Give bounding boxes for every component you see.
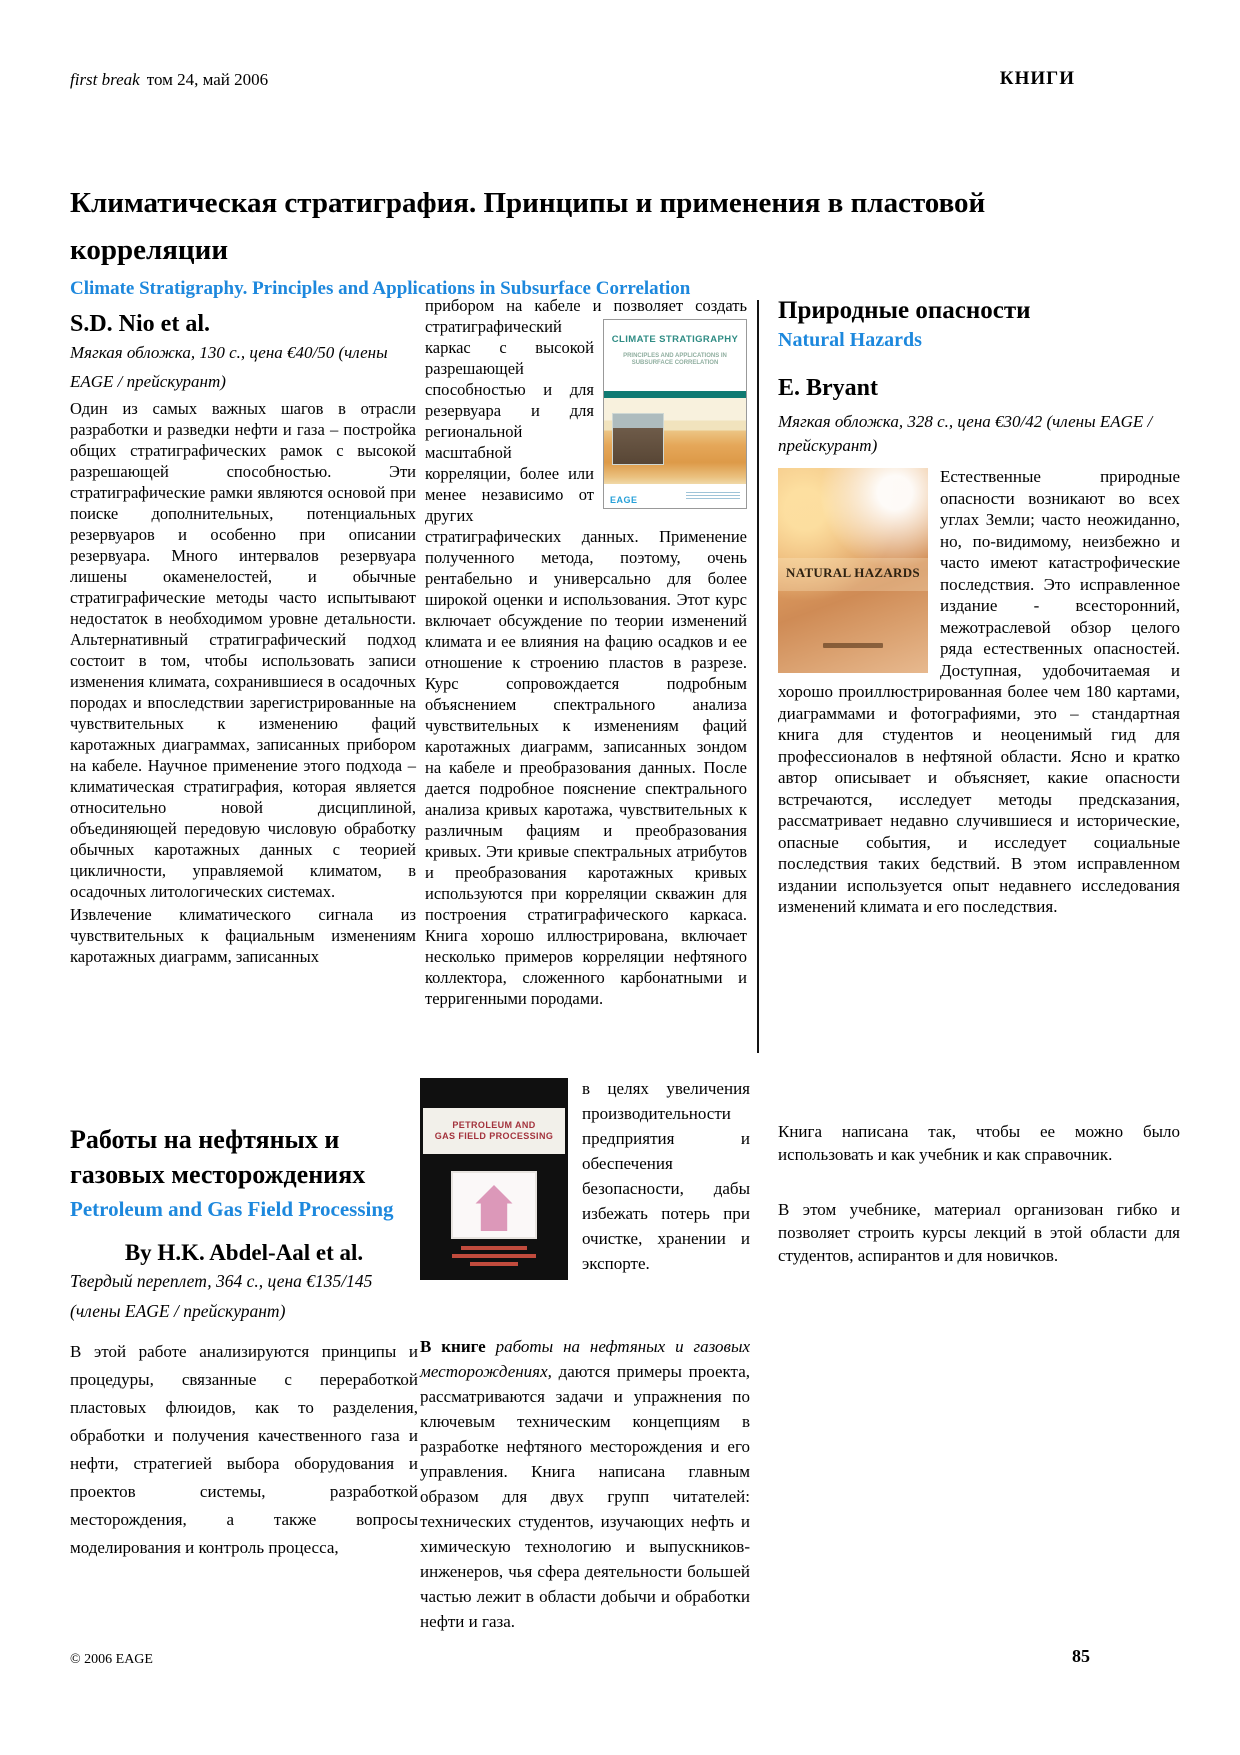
cover-fineprint-lines <box>686 492 740 501</box>
review-title-hazards-en: Natural Hazards <box>778 329 922 351</box>
author-heading-abdel-aal: By H.K. Abdel-Aal et al. <box>124 1240 364 1265</box>
climate-review-text-1: Один из самых важных шагов в отрасли разработки и разведки нефти и газа – постройка общих стратиграфических рамок с высокой разрешающей способностью. Эти стратиграфические рамки являются основой при поиске дополнительных, потенциальных резервуаров и особенно при описании резервуара. Много интервалов резервуара лишены окаменелостей, и обычные стратиграфические методы часто испытывают недостаток в необходимом уровне детальности. Альтернативный стратиграфический подход состоит в том, чтобы использовать записи изменения климата, сохранившиеся в осадочных породах и впоследствии зарегистрированные на чувствительных к изменению фаций каротажных диаграммах, записанных прибором на кабеле. Научное применение этого подхода – климатическая стратиграфия, которая является относительно новой дисциплиной, объединяющей передовую числовую обработку обычных каротажных данных с теорией цикличности, управляемой климатом, в осадочных литологических системах. <box>70 399 416 901</box>
petroleum-review-text-5: В этом учебнике, материал организован гибко и позволяет строить курсы лекций в этой области для студентов, аспирантов и для новичков. <box>778 1200 1180 1265</box>
cover-title-band <box>423 1108 565 1154</box>
petroleum-review-text-3 <box>420 1334 750 1634</box>
climate-review-text-2: Извлечение климатического сигнала из чувствительных к фациальным изменениям каротажных диаграмм, записанных <box>70 905 416 966</box>
cover-subtitle-climate: PRINCIPLES AND APPLICATIONS IN SUBSURFACE CORRELATION <box>623 353 727 366</box>
cover-title-natural-hazards: NATURAL HAZARDS <box>786 565 920 581</box>
cover-sediment-art <box>604 398 746 484</box>
petroleum-review-text-4: Книга написана так, чтобы ее можно было использовать и как учебник и как справочник. <box>778 1122 1180 1164</box>
book-title-inline-italic: работы на нефтяных и газовых месторождениях, <box>420 1337 751 1381</box>
edition-info-petroleum: Твердый переплет, 364 с., цена €135/145 (члены EAGE / прейскурант) <box>70 1271 373 1321</box>
book-cover-petroleum <box>420 1078 568 1280</box>
review-title-petroleum-ru: Работы на нефтяных и газовых месторождениях <box>70 1125 366 1189</box>
cover-pink-structure <box>461 1181 527 1231</box>
article-title-block <box>70 180 1030 300</box>
cover-footer <box>604 484 746 509</box>
cover-author-lines <box>420 1246 568 1266</box>
review-title-hazards-ru: Природные опасности <box>778 297 1031 324</box>
column-divider-rule <box>757 300 759 1053</box>
column-2-climate-review <box>425 295 747 1009</box>
author-heading-nio: S.D. Nio et al. <box>70 311 210 337</box>
climate-review-text-4: стратиграфический каркас с высокой разрешающей способностью и для резервуара и для региональной масштабной корреляции, более или менее независимо от других стратиграфических данных. Применение полученного метода, поэтому, очень рентабельно и универсально для более широкой оценки и использования. Этот курс включает обсуждение по теории изменений климата и ее влияния на фацию осадков и ее отношение к строению пластов в разрезе. Курс сопровождается подробным объяснением спектрального анализа чувствительных к изменениям фаций каротажных диаграмм, записанных зондом на кабеле и преобразования данных. После дается подробное пояснение спектрального анализа кривых каротажа, чувствительных к различным фациям и преобразования кривых. Эти кривые спектральных атрибутов и преобразования каротажных кривых используются при корреляции скважин для построения стратиграфического каркаса. Книга хорошо иллюстрирована, включает несколько примеров корреляции нефтяного коллектора, сложенного карбонатными и терригенными породами. <box>425 317 747 1008</box>
cover-photo-inset <box>613 414 663 464</box>
petroleum-review-text-2: в целях увеличения производительности предприятия и обеспечения безопасности, дабы избежать потерь при очистке, хранении и экспорте. <box>582 1079 750 1273</box>
book-cover-natural-hazards <box>778 468 928 673</box>
review-title-petroleum-en: Petroleum and Gas Field Processing <box>70 1197 394 1221</box>
cover-teal-band <box>604 391 746 398</box>
petroleum-review-text-rest: даются примеры проекта, рассматриваются задачи и упражнения по ключевым техническим концепциям в разработке нефтяного месторождения и его управления. Книга написана главным образом для двух групп читателей: технических студентов, изучающих нефть и химическую технологию и выпускников-инженеров, чья сфера деятельности большей частью лежит в области добычи и обработки нефти и газа. <box>420 1362 750 1631</box>
article-title-en: Climate Stratigraphy. Principles and Applications in Subsurface Correlation <box>70 278 691 299</box>
copyright-notice: © 2006 EAGE <box>70 1652 153 1667</box>
column-1-petroleum-review <box>70 1122 418 1562</box>
book-cover-climate-stratigraphy <box>603 319 747 509</box>
article-title-ru: Климатическая стратиграфия. Принципы и применения в пластовой корреляции <box>70 187 986 266</box>
cover-title-petroleum-line2: GAS FIELD PROCESSING <box>434 1131 554 1141</box>
journal-name: first break <box>70 70 140 89</box>
page-header-left <box>70 70 268 90</box>
lead-bold-text: В книге <box>420 1337 496 1356</box>
hazards-review-text: Естественные природные опасности возникают во всех углах Земли; часто неожиданно, но, по-видимому, неизбежно и часто имеют катастрофические последствия. Это исправленное издание - всесторонний, межотраслевой обзор целого ряда естественных опасностей. Доступная, удобочитаемая и хорошо проиллюстрированная более чем 180 картами, диаграммами и фотографиями, это – стандартная книга для студентов и неоценимый гид для профессионалов в нефтяной области. Ясно и кратко автор описывает и объясняет, какие опасности встречаются, исследует методы предсказания, рассматривает недавно случившиеся и исторические, опасные события, и исследует социальные последствия таких бедствий. В этом исправленном издании используется опыт недавнего исследования изменений климата и его последствия. <box>778 467 1180 916</box>
column-1-climate-review <box>70 310 416 967</box>
edition-info-climate: Мягкая обложка, 130 с., цена €40/50 (члены EAGE / прейскурант) <box>70 343 388 391</box>
cover-author-line <box>823 643 883 648</box>
page-number: 85 <box>1072 1646 1090 1666</box>
section-label: КНИГИ <box>999 68 1075 89</box>
edition-info-hazards: Мягкая обложка, 328 с., цена €30/42 (члены EAGE / прейскурант) <box>778 412 1153 455</box>
petroleum-review-text-1: В этой работе анализируются принципы и процедуры, связанные с переработкой пластовых флюидов, как то разделения, обработки и получения качественного газа и нефти, стратегией выбора оборудования и проектов системы, разработкой месторождения, а также вопросы моделирования и контроль процесса, <box>70 1342 418 1557</box>
issue-info: том 24, май 2006 <box>146 70 269 89</box>
cover-title-petroleum-line1: PETROLEUM AND <box>452 1120 536 1130</box>
climate-review-text-3: прибором на кабеле и позволяет создать <box>425 296 747 315</box>
column-2-petroleum-review <box>420 1076 750 1634</box>
eage-logo: EAGE <box>610 495 638 505</box>
column-3-petroleum-review <box>778 1120 1180 1267</box>
author-heading-bryant: E. Bryant <box>778 375 879 401</box>
column-3-hazards-review <box>778 296 1180 918</box>
cover-plant-illustration <box>453 1173 535 1237</box>
cover-title-climate: CLIMATE STRATIGRAPHY <box>611 334 739 345</box>
